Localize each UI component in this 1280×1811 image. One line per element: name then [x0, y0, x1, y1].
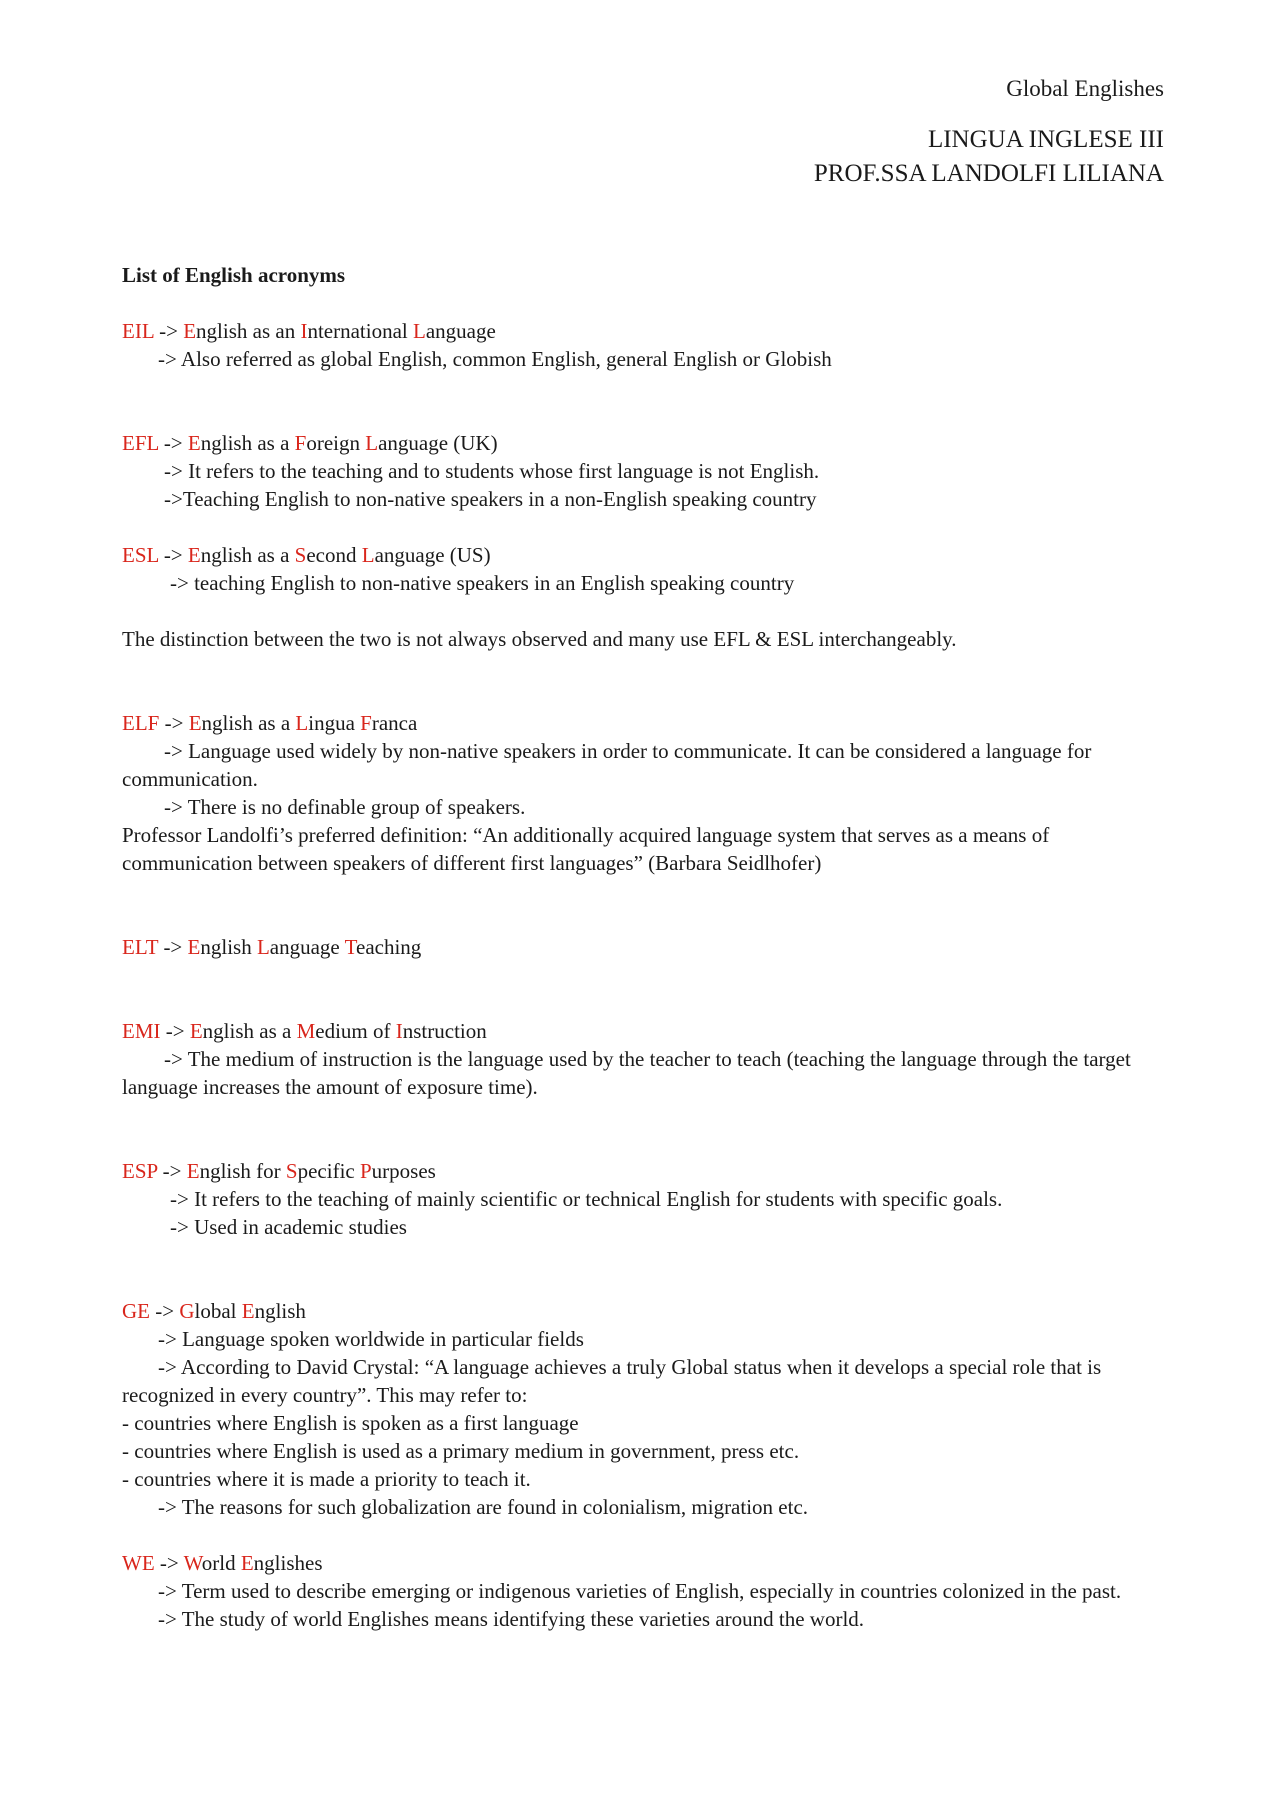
eil-note-1: -> Also referred as global English, common English, general English or Globish: [158, 347, 832, 371]
elf-definition: Professor Landolfi’s preferred definition: “An additionally acquired language system that serves as a means of communication between speakers of different first languages” (Barbara Seidlhofer): [122, 823, 1050, 875]
esp-note-2: -> Used in academic studies: [170, 1215, 407, 1239]
acronym-we: WE: [122, 1551, 155, 1575]
acronym-esl: ESL: [122, 543, 159, 567]
professor-name: PROF.SSA LANDOLFI LILIANA: [813, 160, 1164, 187]
arrow: ->: [162, 1159, 182, 1183]
we-note-1: -> Term used to describe emerging or indigenous varieties of English, especially in countries colonized in the past.: [158, 1579, 1122, 1603]
acronym-ge: GE: [122, 1299, 150, 1323]
distinction-text: The distinction between the two is not always observed and many use EFL & ESL interchangeably.: [122, 627, 957, 651]
emi-note-1: -> The medium of instruction is the language used by the teacher to teach (teaching the language through the target language increases the amount of exposure time).: [122, 1047, 1131, 1099]
acronym-line-eil: EIL -> English as an International Language: [122, 319, 496, 343]
arrow: ->: [159, 319, 178, 343]
arrow: ->: [164, 711, 184, 735]
document-title: Global Englishes: [1006, 76, 1164, 101]
acronym-line-emi: EMI -> English as a Medium of Instruction: [122, 1019, 487, 1043]
arrow: ->: [165, 1019, 185, 1043]
ge-note-2: -> According to David Crystal: “A language achieves a truly Global status when it develops a special role that is recognized in every country”. This may refer to:: [122, 1355, 1102, 1407]
acronym-elt: ELT: [122, 935, 159, 959]
ge-bullet-2: - countries where English is used as a primary medium in government, press etc.: [122, 1439, 800, 1463]
ge-note-1: -> Language spoken worldwide in particular fields: [158, 1327, 584, 1351]
acronym-list: [122, 261, 1172, 1633]
arrow: ->: [155, 1299, 175, 1323]
ge-note-3: -> The reasons for such globalization are found in colonialism, migration etc.: [158, 1495, 809, 1519]
ge-bullet-3: - countries where it is made a priority to teach it.: [122, 1467, 531, 1491]
acronym-elf: ELF: [122, 711, 160, 735]
acronym-efl: EFL: [122, 431, 159, 455]
acronym-line-elf: ELF -> English as a Lingua Franca: [122, 711, 418, 735]
acronym-line-elt: ELT -> English Language Teaching: [122, 935, 422, 959]
we-note-2: -> The study of world Englishes means identifying these varieties around the world.: [158, 1607, 865, 1631]
arrow: ->: [159, 1551, 179, 1575]
arrow: ->: [163, 543, 183, 567]
efl-note-2: ->Teaching English to non-native speakers in a non-English speaking country: [164, 487, 817, 511]
course-name: LINGUA INGLESE III: [927, 126, 1164, 153]
efl-note-1: -> It refers to the teaching and to students whose first language is not English.: [164, 459, 820, 483]
acronym-line-we: WE -> World Englishes: [122, 1551, 323, 1575]
arrow: ->: [163, 431, 183, 455]
acronym-emi: EMI: [122, 1019, 161, 1043]
acronym-line-esl: ESL -> English as a Second Language (US): [122, 543, 491, 567]
acronym-line-ge: GE -> Global English: [122, 1299, 306, 1323]
acronym-line-efl: EFL -> English as a Foreign Language (UK): [122, 431, 498, 455]
arrow: ->: [163, 935, 183, 959]
ge-bullet-1: - countries where English is spoken as a first language: [122, 1411, 579, 1435]
esp-note-1: -> It refers to the teaching of mainly scientific or technical English for students with specific goals.: [170, 1187, 1003, 1211]
elf-note-2: -> There is no definable group of speakers.: [164, 795, 526, 819]
list-heading: List of English acronyms: [122, 263, 346, 287]
esl-note-1: -> teaching English to non-native speakers in an English speaking country: [170, 571, 795, 595]
acronym-line-esp: ESP -> English for Specific Purposes: [122, 1159, 436, 1183]
acronym-esp: ESP: [122, 1159, 158, 1183]
elf-note-1: -> Language used widely by non-native speakers in order to communicate. It can be considered a language for communication.: [122, 739, 1092, 791]
acronym-eil: EIL: [122, 319, 154, 343]
